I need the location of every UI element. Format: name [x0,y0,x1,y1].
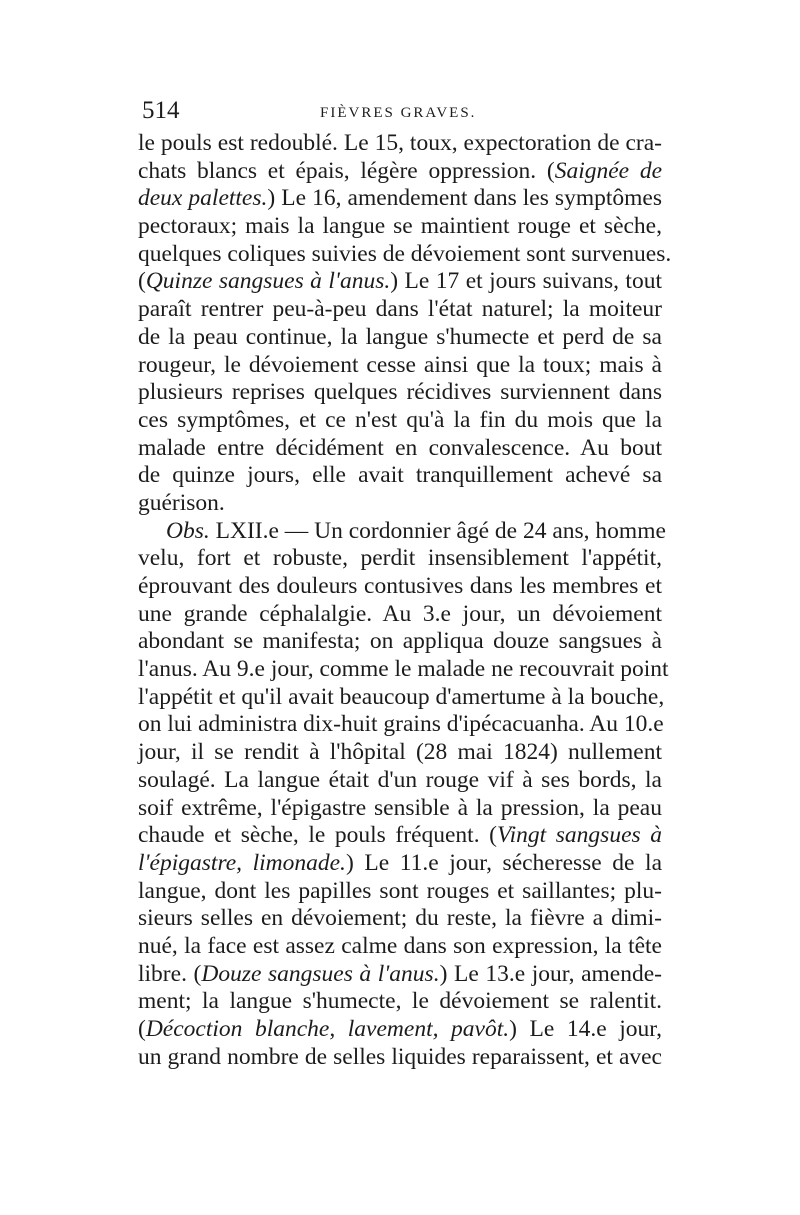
text-line: chaude et sèche, le pouls fréquent. (Vingt sangsues à [138,822,662,849]
text-line: l'épigastre, limonade.) Le 11.e jour, sécheresse de la [138,849,663,876]
text-line: velu, fort et robuste, perdit insensiblement l'appétit, [138,545,662,572]
text-line: paraît rentrer peu-à-peu dans l'état naturel; la moiteur [138,296,662,323]
text-line: une grande céphalalgie. Au 3.e jour, un dévoiement [138,600,662,627]
text-line: l'anus. Au 9.e jour, comme le malade ne recouvrait point [138,656,669,683]
text-line: chats blancs et épais, légère oppression. (Saignée de [138,157,662,184]
text-line: soif extrême, l'épigastre sensible à la pression, la peau [138,794,662,821]
text-line: rougeur, le dévoiement cesse ainsi que la toux; mais à [138,351,662,378]
text-line: éprouvant des douleurs contusives dans les membres et [138,573,662,599]
text-line: de la peau continue, la langue s'humecte et perd de sa [138,323,662,350]
text-line: (Quinze sangsues à l'anus.) Le 17 et jours suivans, tout [138,268,662,295]
text-line: ment; la langue s'humecte, le dévoiement se ralentit. [138,988,662,1015]
text-line: nué, la face est assez calme dans son expression, la tête [138,932,662,959]
page-number: 514 [142,97,180,124]
text-line: (Décoction blanche, lavement, pavôt.) Le 14.e jour, [138,1016,662,1042]
text-line: Obs. LXII.e — Un cordonnier âgé de 24 ans, homme [166,517,666,544]
running-title: FIÈVRES GRAVES. [320,105,477,121]
text-line: le pouls est redoublé. Le 15, toux, expectoration de cra- [138,130,662,156]
running-head [142,94,662,128]
text-line: pectoraux; mais la langue se maintient rouge et sèche, [138,213,662,240]
text-line: sieurs selles en dévoiement; du reste, la fièvre a dimi- [138,905,662,932]
text-line: guérison. [138,489,225,516]
text-line: deux palettes.) Le 16, amendement dans les symptômes [138,185,662,212]
text-line: on lui administra dix-huit grains d'ipécacuanha. Au 10.e [138,711,664,738]
text-line: un grand nombre de selles liquides reparaissent, et avec [138,1043,662,1070]
text-line: l'appétit et qu'il avait beaucoup d'amertume à la bouche, [138,683,665,710]
text-line: jour, il se rendit à l'hôpital (28 mai 1824) nullement [138,739,662,766]
text-line: malade entre décidément en convalescence. Au bout [138,434,662,461]
text-line: libre. (Douze sangsues à l'anus.) Le 13.e jour, amende- [138,960,662,987]
text-line: quelques coliques suivies de dévoiement sont survenues. [138,240,672,267]
text-line: de quinze jours, elle avait tranquillement achevé sa [138,462,662,489]
text-line: plusieurs reprises quelques récidives surviennent dans [138,379,662,406]
text-line: soulagé. La langue était d'un rouge vif à ses bords, la [138,766,662,793]
text-line: abondant se manifesta; on appliqua douze sangsues à [138,628,662,655]
body-text [138,130,672,1071]
text-line: langue, dont les papilles sont rouges et saillantes; plu- [138,877,662,904]
text-line: ces symptômes, et ce n'est qu'à la fin du mois que la [138,406,662,433]
